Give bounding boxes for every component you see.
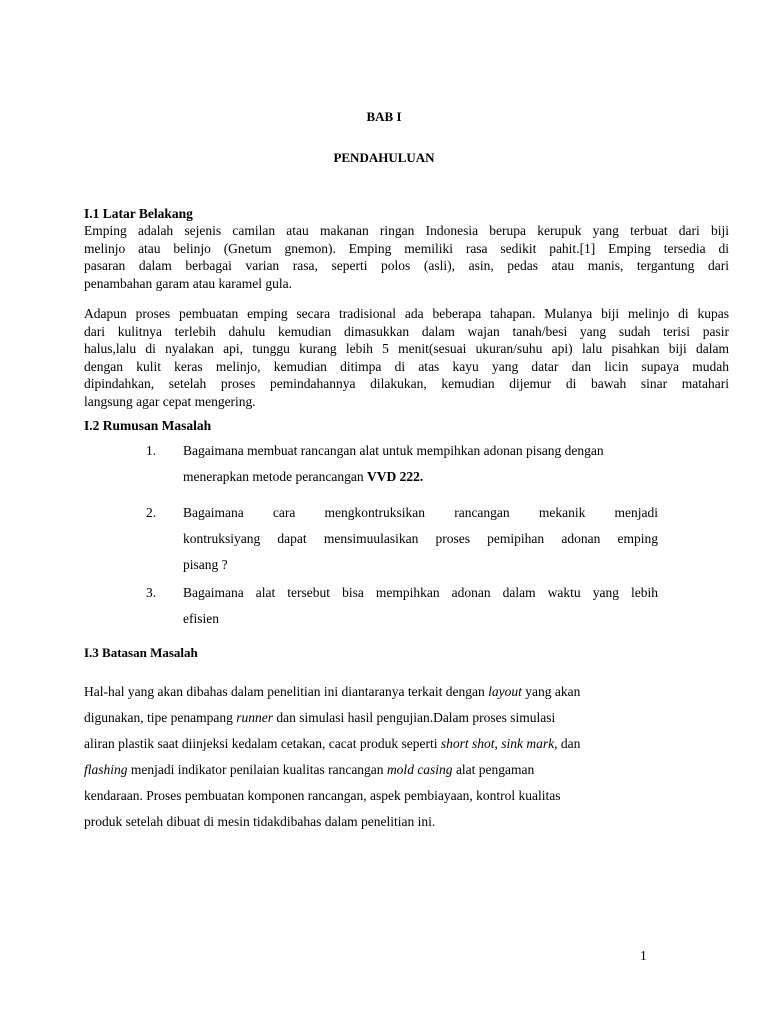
list-item-bold-term: VVD 222. xyxy=(367,469,424,484)
list-number: 3. xyxy=(146,585,157,600)
paragraph-line: dengan kulit keras melinjo, kemudian ditimpa di atas kayu yang datar dan licin supaya mudah xyxy=(84,358,729,374)
chapter-title: PENDAHULUAN xyxy=(333,150,435,165)
paragraph-line xyxy=(84,679,684,705)
paragraph-latar-belakang-2 xyxy=(84,305,729,410)
section-heading-batasan-masalah: I.3 Batasan Masalah xyxy=(84,645,198,660)
paragraph-line xyxy=(84,809,684,835)
section-heading-rumusan-masalah: I.2 Rumusan Masalah xyxy=(84,418,212,433)
list-number: 1. xyxy=(146,443,157,458)
text-run: yang akan xyxy=(521,684,581,699)
list-item-line: Bagaimana alat tersebut bisa mempihkan adonan dalam waktu yang lebih xyxy=(183,585,658,600)
paragraph-batasan-masalah xyxy=(84,679,684,835)
list-item-line: pisang ? xyxy=(183,557,228,572)
text-run: aliran plastik saat diinjeksi kedalam cetakan, cacat produk seperti xyxy=(84,736,441,751)
text-run: , xyxy=(494,736,502,751)
paragraph-line: halus,lalu di nyalakan api, tunggu kurang lebih 5 menit(sesuai ukuran/suhu api) lalu pisahkan biji dalam xyxy=(84,341,729,356)
paragraph-line: dipindahkan, setelah proses pemindahannya dilakukan, kemudian dijemur di bawah sinar matahari xyxy=(84,376,729,391)
paragraph-line xyxy=(84,757,684,783)
list-number: 2. xyxy=(146,505,157,520)
page-number: 1 xyxy=(640,948,647,963)
italic-term: mold casing xyxy=(386,762,453,777)
paragraph-line xyxy=(84,783,684,809)
list-item-line xyxy=(183,464,658,490)
italic-term: sink mark xyxy=(501,736,555,751)
list-item-text xyxy=(183,500,658,578)
paragraph-line xyxy=(84,705,684,731)
italic-term: flashing xyxy=(84,762,128,777)
italic-term: runner xyxy=(236,710,273,725)
paragraph-latar-belakang-1 xyxy=(84,222,729,292)
paragraph-line: penambahan garam atau karamel gula. xyxy=(84,275,293,291)
paragraph-line: pasaran dalam berbagai varian rasa, seperti polos (asli), asin, pedas atau manis, tergantung dari xyxy=(84,258,729,273)
list-item-line: Bagaimana membuat rancangan alat untuk mempihkan adonan pisang dengan xyxy=(183,443,604,458)
text-run: Hal-hal yang akan dibahas dalam penelitian ini diantaranya terkait dengan xyxy=(84,684,489,699)
list-item-text xyxy=(183,580,658,632)
text-run: dan simulasi hasil pengujian.Dalam proses simulasi xyxy=(272,710,556,725)
paragraph-line: Emping adalah sejenis camilan atau makanan ringan Indonesia berupa kerupuk yang terbuat dari biji xyxy=(84,223,729,238)
paragraph-line: Adapun proses pembuatan emping secara tradisional ada beberapa tahapan. Mulanya biji melinjo di kupas xyxy=(84,306,729,321)
section-heading-latar-belakang: I.1 Latar Belakang xyxy=(84,206,193,221)
text-run: digunakan, tipe penampang xyxy=(84,710,237,725)
list-item-line: efisien xyxy=(183,611,219,626)
text-run: alat pengaman xyxy=(452,762,535,777)
paragraph-line: dari kulitnya terlebih dahulu kemudian dimasukkan dalam wajan tanah/besi yang sudah terisi pasir xyxy=(84,323,729,339)
list-item-line-text: menerapkan metode perancangan xyxy=(183,469,368,484)
chapter-label: BAB I xyxy=(366,109,402,124)
paragraph-line: langsung agar cepat mengering. xyxy=(84,393,256,409)
list-item-line: Bagaimana cara mengkontruksikan rancangan mekanik menjadi xyxy=(183,505,658,520)
text-run: kendaraan. Proses pembuatan komponen rancangan, aspek pembiayaan, kontrol kualitas xyxy=(84,788,561,803)
text-run: , dan xyxy=(554,736,581,751)
list-item-line: kontruksiyang dapat mensimuulasikan proses pemipihan adonan emping xyxy=(183,531,658,546)
text-run: produk setelah dibuat di mesin tidakdibahas dalam penelitian ini. xyxy=(84,814,436,829)
text-run: menjadi indikator penilaian kualitas rancangan xyxy=(127,762,387,777)
paragraph-line: melinjo atau belinjo (Gnetum gnemon). Emping memiliki rasa sedikit pahit.[1] Emping tersedia di xyxy=(84,240,729,256)
paragraph-line xyxy=(84,731,684,757)
list-item-text xyxy=(183,438,658,490)
italic-term: short shot xyxy=(440,736,495,751)
italic-term: layout xyxy=(488,684,522,699)
